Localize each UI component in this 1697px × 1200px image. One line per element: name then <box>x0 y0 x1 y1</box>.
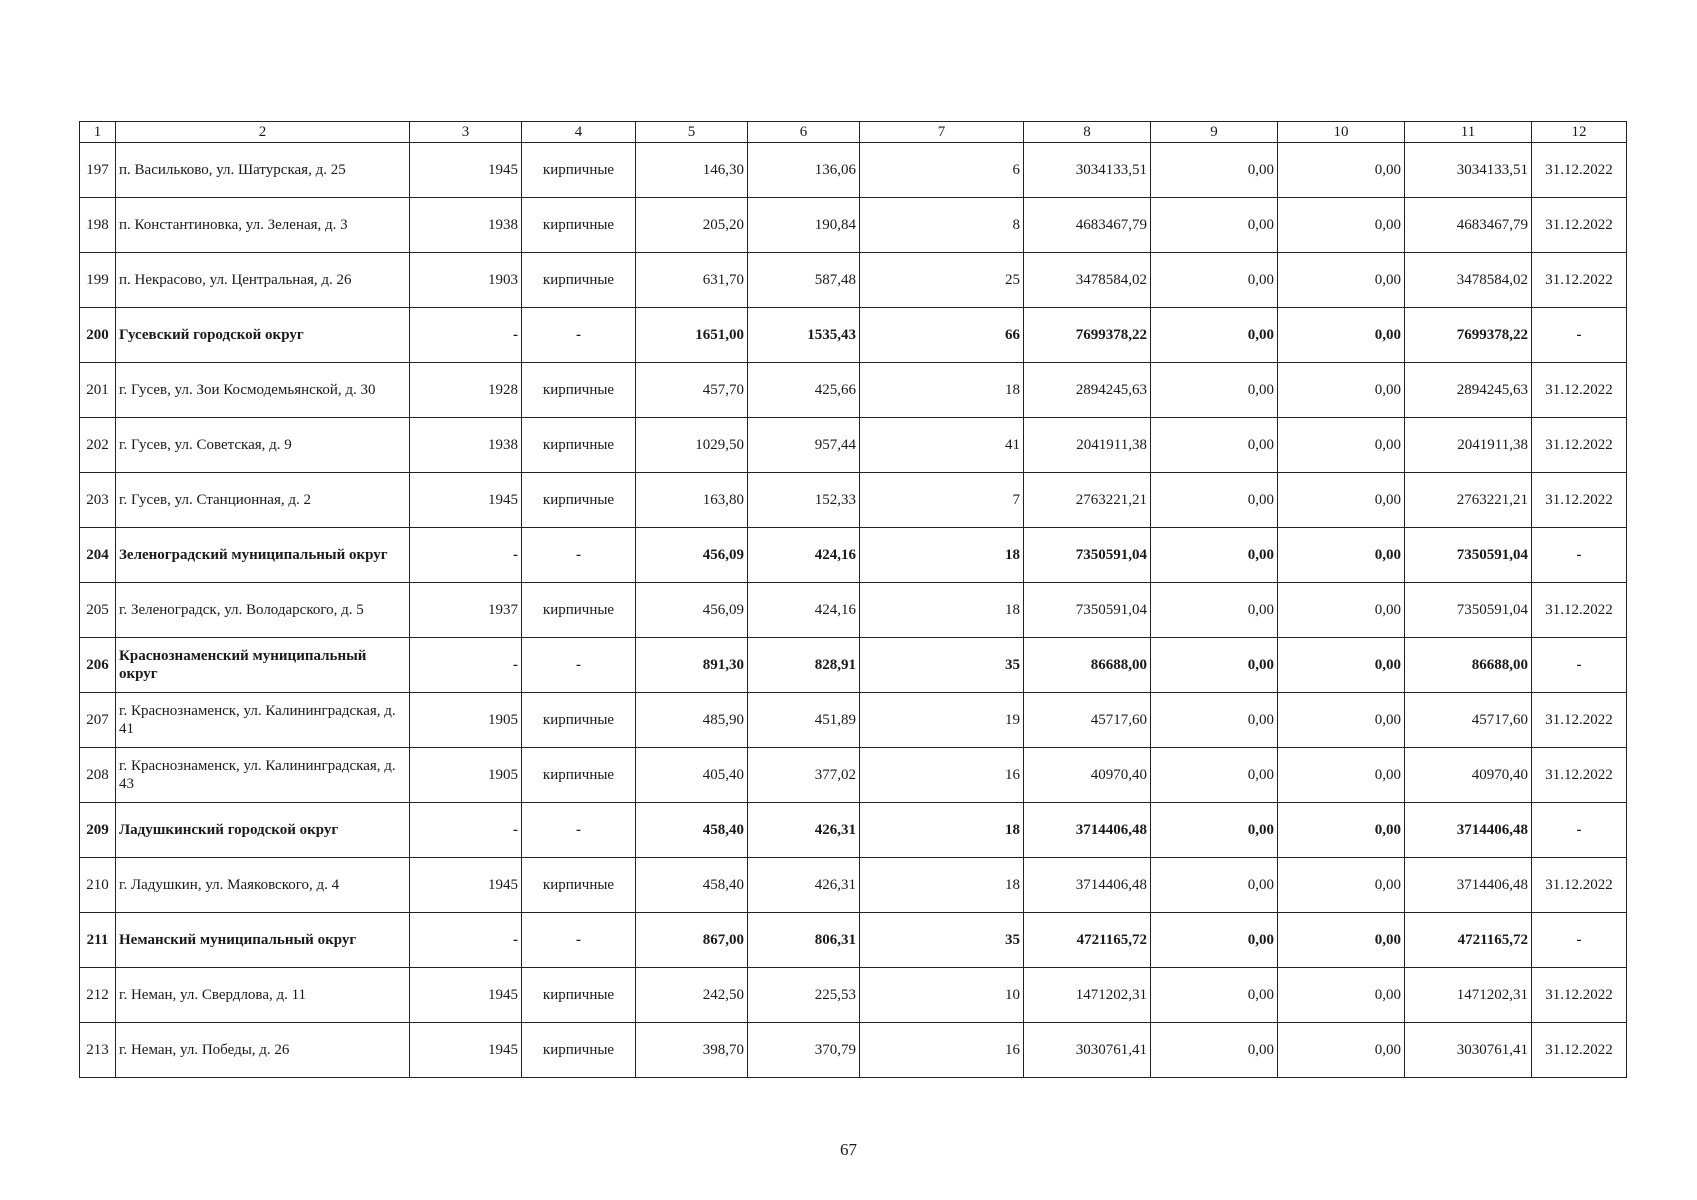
year-cell: 1928 <box>410 363 522 418</box>
living-area-cell: 136,06 <box>748 143 860 198</box>
row-number: 203 <box>80 473 116 528</box>
row-number: 202 <box>80 418 116 473</box>
header-cell: 8 <box>1024 122 1151 143</box>
material-cell: кирпичные <box>522 253 636 308</box>
date-cell: 31.12.2022 <box>1532 363 1627 418</box>
living-area-cell: 225,53 <box>748 968 860 1023</box>
address-cell: г. Краснознаменск, ул. Калининградская, д. 41 <box>116 693 410 748</box>
material-cell: кирпичные <box>522 583 636 638</box>
cost-a-cell: 0,00 <box>1151 748 1278 803</box>
address-cell: п. Некрасово, ул. Центральная, д. 26 <box>116 253 410 308</box>
total-area-cell: 163,80 <box>636 473 748 528</box>
cost-c-cell: 7350591,04 <box>1405 583 1532 638</box>
row-number: 208 <box>80 748 116 803</box>
cost-b-cell: 0,00 <box>1278 1023 1405 1078</box>
cost-c-cell: 4721165,72 <box>1405 913 1532 968</box>
residents-cell: 18 <box>860 583 1024 638</box>
material-cell: - <box>522 803 636 858</box>
table-row <box>80 418 1627 473</box>
cost-b-cell: 0,00 <box>1278 693 1405 748</box>
material-cell: кирпичные <box>522 473 636 528</box>
header-cell: 12 <box>1532 122 1627 143</box>
cost-b-cell: 0,00 <box>1278 583 1405 638</box>
row-number: 201 <box>80 363 116 418</box>
cost-total-cell: 4683467,79 <box>1024 198 1151 253</box>
residents-cell: 18 <box>860 858 1024 913</box>
row-number: 211 <box>80 913 116 968</box>
table-row <box>80 1023 1627 1078</box>
total-area-cell: 458,40 <box>636 803 748 858</box>
date-cell: - <box>1532 638 1627 693</box>
cost-b-cell: 0,00 <box>1278 253 1405 308</box>
residents-cell: 6 <box>860 143 1024 198</box>
cost-total-cell: 3714406,48 <box>1024 803 1151 858</box>
table-row <box>80 528 1627 583</box>
year-cell: 1945 <box>410 473 522 528</box>
residents-cell: 18 <box>860 803 1024 858</box>
header-cell: 11 <box>1405 122 1532 143</box>
header-cell: 1 <box>80 122 116 143</box>
total-area-cell: 146,30 <box>636 143 748 198</box>
row-number: 198 <box>80 198 116 253</box>
cost-c-cell: 7699378,22 <box>1405 308 1532 363</box>
cost-a-cell: 0,00 <box>1151 913 1278 968</box>
row-number: 197 <box>80 143 116 198</box>
total-area-cell: 631,70 <box>636 253 748 308</box>
year-cell: - <box>410 803 522 858</box>
cost-c-cell: 2894245,63 <box>1405 363 1532 418</box>
table-row <box>80 583 1627 638</box>
date-cell: 31.12.2022 <box>1532 748 1627 803</box>
living-area-cell: 828,91 <box>748 638 860 693</box>
cost-a-cell: 0,00 <box>1151 253 1278 308</box>
header-cell: 9 <box>1151 122 1278 143</box>
date-cell: 31.12.2022 <box>1532 693 1627 748</box>
address-cell: г. Гусев, ул. Станционная, д. 2 <box>116 473 410 528</box>
material-cell: кирпичные <box>522 968 636 1023</box>
cost-a-cell: 0,00 <box>1151 143 1278 198</box>
cost-b-cell: 0,00 <box>1278 363 1405 418</box>
year-cell: 1905 <box>410 748 522 803</box>
year-cell: 1905 <box>410 693 522 748</box>
cost-b-cell: 0,00 <box>1278 968 1405 1023</box>
cost-total-cell: 1471202,31 <box>1024 968 1151 1023</box>
material-cell: - <box>522 638 636 693</box>
cost-a-cell: 0,00 <box>1151 693 1278 748</box>
living-area-cell: 1535,43 <box>748 308 860 363</box>
living-area-cell: 424,16 <box>748 528 860 583</box>
address-cell: п. Константиновка, ул. Зеленая, д. 3 <box>116 198 410 253</box>
total-area-cell: 891,30 <box>636 638 748 693</box>
date-cell: 31.12.2022 <box>1532 418 1627 473</box>
residents-cell: 7 <box>860 473 1024 528</box>
cost-a-cell: 0,00 <box>1151 638 1278 693</box>
header-cell: 6 <box>748 122 860 143</box>
header-cell: 7 <box>860 122 1024 143</box>
cost-b-cell: 0,00 <box>1278 913 1405 968</box>
address-cell: Гусевский городской округ <box>116 308 410 363</box>
cost-a-cell: 0,00 <box>1151 308 1278 363</box>
date-cell: - <box>1532 803 1627 858</box>
header-cell: 10 <box>1278 122 1405 143</box>
living-area-cell: 806,31 <box>748 913 860 968</box>
address-cell: г. Краснознаменск, ул. Калининградская, д. 43 <box>116 748 410 803</box>
table-row <box>80 748 1627 803</box>
residents-cell: 16 <box>860 1023 1024 1078</box>
header-cell: 5 <box>636 122 748 143</box>
material-cell: - <box>522 528 636 583</box>
year-cell: 1938 <box>410 198 522 253</box>
cost-c-cell: 2041911,38 <box>1405 418 1532 473</box>
cost-b-cell: 0,00 <box>1278 143 1405 198</box>
address-cell: г. Ладушкин, ул. Маяковского, д. 4 <box>116 858 410 913</box>
year-cell: 1945 <box>410 143 522 198</box>
cost-c-cell: 40970,40 <box>1405 748 1532 803</box>
year-cell: 1945 <box>410 968 522 1023</box>
cost-total-cell: 4721165,72 <box>1024 913 1151 968</box>
residents-cell: 35 <box>860 638 1024 693</box>
address-cell: Зеленоградский муниципальный округ <box>116 528 410 583</box>
total-area-cell: 456,09 <box>636 528 748 583</box>
cost-b-cell: 0,00 <box>1278 473 1405 528</box>
cost-c-cell: 2763221,21 <box>1405 473 1532 528</box>
year-cell: - <box>410 308 522 363</box>
year-cell: 1945 <box>410 858 522 913</box>
cost-total-cell: 2894245,63 <box>1024 363 1151 418</box>
cost-b-cell: 0,00 <box>1278 748 1405 803</box>
cost-total-cell: 7350591,04 <box>1024 583 1151 638</box>
cost-a-cell: 0,00 <box>1151 968 1278 1023</box>
living-area-cell: 426,31 <box>748 858 860 913</box>
cost-total-cell: 3030761,41 <box>1024 1023 1151 1078</box>
cost-a-cell: 0,00 <box>1151 198 1278 253</box>
cost-b-cell: 0,00 <box>1278 803 1405 858</box>
cost-total-cell: 86688,00 <box>1024 638 1151 693</box>
cost-a-cell: 0,00 <box>1151 363 1278 418</box>
cost-c-cell: 1471202,31 <box>1405 968 1532 1023</box>
table-row <box>80 693 1627 748</box>
date-cell: 31.12.2022 <box>1532 143 1627 198</box>
total-area-cell: 456,09 <box>636 583 748 638</box>
cost-total-cell: 3478584,02 <box>1024 253 1151 308</box>
material-cell: - <box>522 913 636 968</box>
living-area-cell: 957,44 <box>748 418 860 473</box>
header-cell: 3 <box>410 122 522 143</box>
residents-cell: 66 <box>860 308 1024 363</box>
row-number: 199 <box>80 253 116 308</box>
total-area-cell: 867,00 <box>636 913 748 968</box>
material-cell: кирпичные <box>522 198 636 253</box>
cost-c-cell: 4683467,79 <box>1405 198 1532 253</box>
header-cell: 4 <box>522 122 636 143</box>
row-number: 207 <box>80 693 116 748</box>
cost-a-cell: 0,00 <box>1151 473 1278 528</box>
row-number: 205 <box>80 583 116 638</box>
cost-b-cell: 0,00 <box>1278 638 1405 693</box>
material-cell: кирпичные <box>522 1023 636 1078</box>
residents-cell: 10 <box>860 968 1024 1023</box>
cost-c-cell: 3034133,51 <box>1405 143 1532 198</box>
address-cell: г. Гусев, ул. Советская, д. 9 <box>116 418 410 473</box>
living-area-cell: 152,33 <box>748 473 860 528</box>
cost-a-cell: 0,00 <box>1151 803 1278 858</box>
row-number: 210 <box>80 858 116 913</box>
residents-cell: 16 <box>860 748 1024 803</box>
living-area-cell: 424,16 <box>748 583 860 638</box>
date-cell: 31.12.2022 <box>1532 198 1627 253</box>
row-number: 204 <box>80 528 116 583</box>
living-area-cell: 425,66 <box>748 363 860 418</box>
total-area-cell: 457,70 <box>636 363 748 418</box>
year-cell: 1938 <box>410 418 522 473</box>
table-row <box>80 143 1627 198</box>
cost-b-cell: 0,00 <box>1278 858 1405 913</box>
living-area-cell: 451,89 <box>748 693 860 748</box>
table-row <box>80 858 1627 913</box>
cost-a-cell: 0,00 <box>1151 418 1278 473</box>
cost-b-cell: 0,00 <box>1278 528 1405 583</box>
material-cell: - <box>522 308 636 363</box>
table-row <box>80 198 1627 253</box>
total-area-cell: 485,90 <box>636 693 748 748</box>
address-cell: г. Неман, ул. Победы, д. 26 <box>116 1023 410 1078</box>
cost-total-cell: 40970,40 <box>1024 748 1151 803</box>
material-cell: кирпичные <box>522 748 636 803</box>
page-number: 67 <box>840 1140 857 1159</box>
material-cell: кирпичные <box>522 363 636 418</box>
date-cell: - <box>1532 308 1627 363</box>
residents-cell: 8 <box>860 198 1024 253</box>
cost-b-cell: 0,00 <box>1278 418 1405 473</box>
year-cell: - <box>410 913 522 968</box>
table-row <box>80 803 1627 858</box>
cost-c-cell: 7350591,04 <box>1405 528 1532 583</box>
table-row <box>80 308 1627 363</box>
living-area-cell: 190,84 <box>748 198 860 253</box>
row-number: 206 <box>80 638 116 693</box>
year-cell: 1937 <box>410 583 522 638</box>
date-cell: 31.12.2022 <box>1532 968 1627 1023</box>
address-cell: г. Неман, ул. Свердлова, д. 11 <box>116 968 410 1023</box>
cost-c-cell: 3478584,02 <box>1405 253 1532 308</box>
address-cell: г. Зеленоградск, ул. Володарского, д. 5 <box>116 583 410 638</box>
total-area-cell: 398,70 <box>636 1023 748 1078</box>
residents-cell: 18 <box>860 363 1024 418</box>
table-row <box>80 363 1627 418</box>
cost-a-cell: 0,00 <box>1151 583 1278 638</box>
year-cell: 1903 <box>410 253 522 308</box>
cost-c-cell: 3714406,48 <box>1405 858 1532 913</box>
housing-table <box>79 121 1627 1078</box>
cost-c-cell: 45717,60 <box>1405 693 1532 748</box>
cost-b-cell: 0,00 <box>1278 308 1405 363</box>
cost-c-cell: 86688,00 <box>1405 638 1532 693</box>
material-cell: кирпичные <box>522 143 636 198</box>
total-area-cell: 205,20 <box>636 198 748 253</box>
residents-cell: 25 <box>860 253 1024 308</box>
year-cell: - <box>410 528 522 583</box>
total-area-cell: 1029,50 <box>636 418 748 473</box>
year-cell: - <box>410 638 522 693</box>
living-area-cell: 370,79 <box>748 1023 860 1078</box>
material-cell: кирпичные <box>522 693 636 748</box>
table-body <box>80 143 1627 1078</box>
address-cell: п. Васильково, ул. Шатурская, д. 25 <box>116 143 410 198</box>
material-cell: кирпичные <box>522 858 636 913</box>
cost-c-cell: 3714406,48 <box>1405 803 1532 858</box>
residents-cell: 19 <box>860 693 1024 748</box>
residents-cell: 18 <box>860 528 1024 583</box>
cost-total-cell: 2041911,38 <box>1024 418 1151 473</box>
total-area-cell: 458,40 <box>636 858 748 913</box>
table-row <box>80 638 1627 693</box>
row-number: 209 <box>80 803 116 858</box>
date-cell: - <box>1532 528 1627 583</box>
year-cell: 1945 <box>410 1023 522 1078</box>
date-cell: 31.12.2022 <box>1532 473 1627 528</box>
cost-total-cell: 3714406,48 <box>1024 858 1151 913</box>
address-cell: г. Гусев, ул. Зои Космодемьянской, д. 30 <box>116 363 410 418</box>
date-cell: 31.12.2022 <box>1532 583 1627 638</box>
cost-total-cell: 2763221,21 <box>1024 473 1151 528</box>
cost-total-cell: 45717,60 <box>1024 693 1151 748</box>
cost-total-cell: 7699378,22 <box>1024 308 1151 363</box>
date-cell: - <box>1532 913 1627 968</box>
header-row <box>80 122 1627 143</box>
cost-total-cell: 3034133,51 <box>1024 143 1151 198</box>
cost-b-cell: 0,00 <box>1278 198 1405 253</box>
row-number: 213 <box>80 1023 116 1078</box>
living-area-cell: 587,48 <box>748 253 860 308</box>
cost-c-cell: 3030761,41 <box>1405 1023 1532 1078</box>
total-area-cell: 1651,00 <box>636 308 748 363</box>
address-cell: Краснознаменский муниципальный округ <box>116 638 410 693</box>
address-cell: Ладушкинский городской округ <box>116 803 410 858</box>
material-cell: кирпичные <box>522 418 636 473</box>
cost-total-cell: 7350591,04 <box>1024 528 1151 583</box>
living-area-cell: 377,02 <box>748 748 860 803</box>
cost-a-cell: 0,00 <box>1151 528 1278 583</box>
cost-a-cell: 0,00 <box>1151 858 1278 913</box>
residents-cell: 41 <box>860 418 1024 473</box>
total-area-cell: 242,50 <box>636 968 748 1023</box>
date-cell: 31.12.2022 <box>1532 858 1627 913</box>
cost-a-cell: 0,00 <box>1151 1023 1278 1078</box>
date-cell: 31.12.2022 <box>1532 253 1627 308</box>
row-number: 212 <box>80 968 116 1023</box>
table-row <box>80 253 1627 308</box>
living-area-cell: 426,31 <box>748 803 860 858</box>
table-row <box>80 473 1627 528</box>
date-cell: 31.12.2022 <box>1532 1023 1627 1078</box>
total-area-cell: 405,40 <box>636 748 748 803</box>
residents-cell: 35 <box>860 913 1024 968</box>
header-cell: 2 <box>116 122 410 143</box>
address-cell: Неманский муниципальный округ <box>116 913 410 968</box>
table-row <box>80 968 1627 1023</box>
row-number: 200 <box>80 308 116 363</box>
table-row <box>80 913 1627 968</box>
